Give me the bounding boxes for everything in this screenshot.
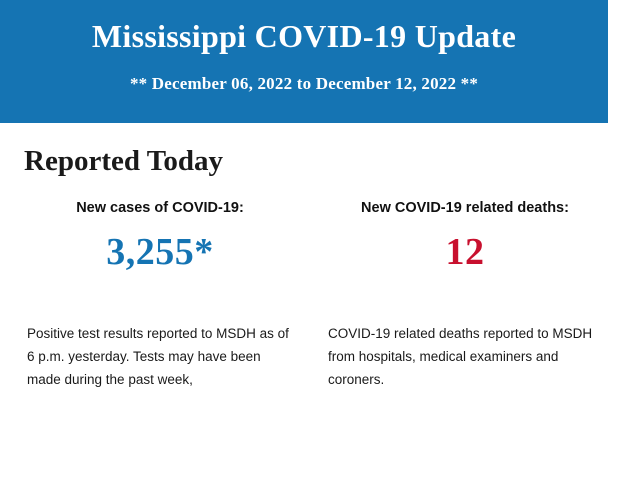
stats-row [0, 178, 620, 274]
stat-new-deaths-note: COVID-19 related deaths reported to MSDH from hospitals, medical examiners and coroners. [328, 326, 593, 387]
stat-new-deaths [310, 200, 620, 274]
date-range-label: ** December 06, 2022 to December 12, 2022 ** [129, 74, 479, 93]
stat-new-deaths-value: 12 [445, 231, 485, 273]
stat-new-cases-note: Positive test results reported to MSDH as of 6 p.m. yesterday. Tests may have been made during the past week, [27, 326, 289, 387]
notes-row [0, 274, 620, 391]
page-title: Mississippi COVID-19 Update [91, 18, 517, 54]
stat-new-cases-value: 3,255* [106, 231, 214, 273]
header-banner [0, 0, 608, 123]
stat-new-cases [0, 200, 310, 274]
stat-new-cases-label: New cases of COVID-19: [76, 200, 244, 216]
section-heading-reported-today: Reported Today [24, 145, 224, 177]
stat-new-deaths-label: New COVID-19 related deaths: [361, 200, 569, 216]
